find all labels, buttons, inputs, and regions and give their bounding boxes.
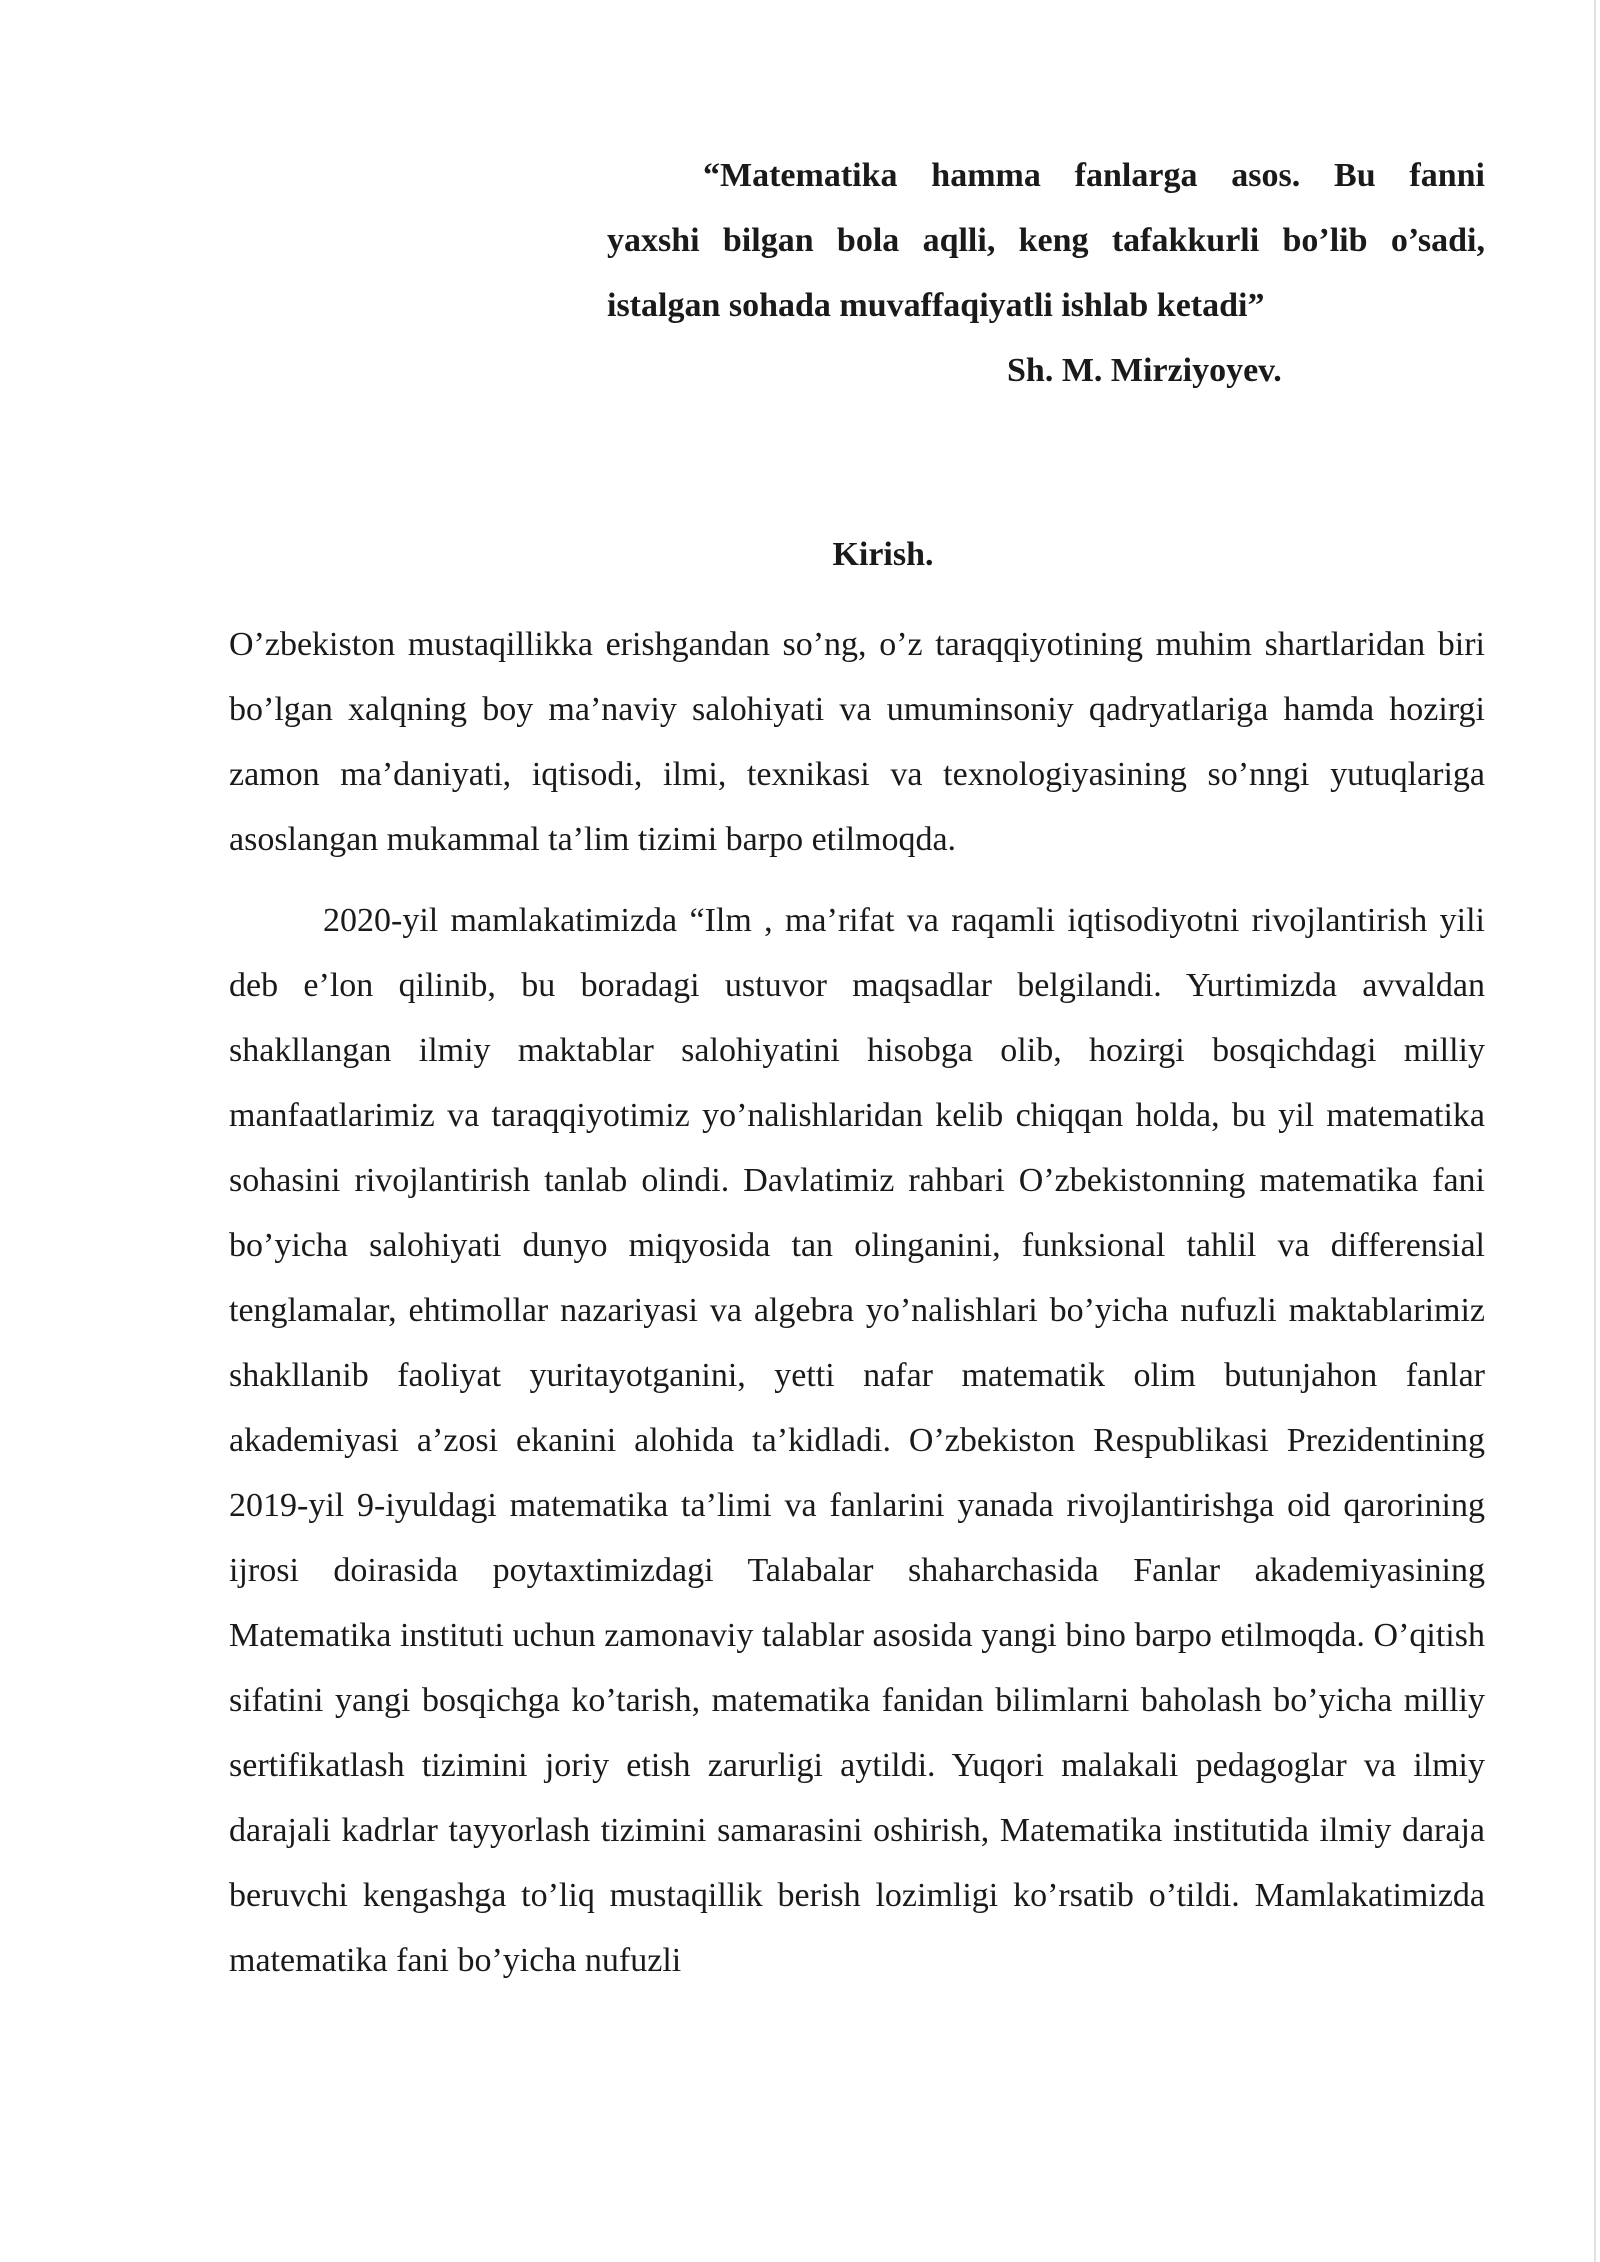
section-heading: Kirish.	[832, 536, 934, 573]
epigraph-quote	[607, 143, 1485, 403]
document-body	[229, 612, 1485, 1993]
paragraph	[229, 888, 1485, 1993]
paragraph-text: 2020-yil mamlakatimizda “Ilm , ma’rifat va raqamli iqtisodiyotni rivojlantirish yili deb e’lon qilinib, bu boradagi ustuvor maqsadlar belgilandi. Yurtimizda avvaldan shakllangan ilmiy maktablar salohiyatini hisobga olib, hozirgi bosqichdagi milliy manfaatlarimiz va taraqqiyotimiz yo’nalishlaridan kelib chiqqan holda, bu yil matematika sohasini rivojlantirish tanlab olindi. Davlatimiz rahbari O’zbekistonning matematika fani bo’yicha salohiyati dunyo miqyosida tan olinganini, funksional tahlil va differensial tenglamalar, ehtimollar nazariyasi va algebra yo’nalishlari bo’yicha nufuzli maktablarimiz shakllanib faoliyat yuritayotganini, yetti nafar matematik olim butunjahon fanlar akademiyasi a’zosi ekanini alohida ta’kidladi. O’zbekiston Respublikasi Prezidentining 2019-yil 9-iyuldagi matematika ta’limi va fanlarini yanada rivojlantirishga oid qarorining ijrosi doirasida poytaxtimizdagi Talabalar shaharchasida Fanlar akademiyasining Matematika instituti uchun zamonaviy talablar asosida yangi bino barpo etilmoqda. O’qitish sifatini yangi bosqichga ko’tarish, matematika fanidan bilimlarni baholash bo’yicha milliy sertifikatlash tizimini joriy etish zarurligi aytildi. Yuqori malakali pedagoglar va ilmiy darajali kadrlar tayyorlash tizimini samarasini oshirish, Matematika institutida ilmiy daraja beruvchi kengashga to’liq mustaqillik berish lozimligi ko’rsatib o’tildi.	[229, 902, 1485, 1914]
paragraph-last-line: Mamlakatimizda matematika fani bo’yicha nufuzli	[229, 1877, 1486, 1979]
epigraph-line: istalgan sohada muvaffaqiyatli ishlab ketadi”	[607, 287, 1265, 324]
epigraph-author: Sh. M. Mirziyoyev.	[1007, 352, 1282, 389]
page-edge	[1594, 0, 1596, 2262]
epigraph-line: yaxshi bilgan bola aqlli, keng tafakkurli bo’lib o’sadi,	[607, 222, 1485, 259]
epigraph-line: “Matematika hamma fanlarga asos. Bu fanni	[703, 157, 1485, 194]
paragraph: O’zbekiston mustaqillikka erishgandan so’ng, o’z taraqqiyotining muhim shartlaridan biri bo’lgan xalqning boy ma’naviy salohiyati va umuminsoniy qadryatlariga hamda hozirgi zamon ma’daniyati, iqtisodi, ilmi, texnikasi va texnologiyasining so’nngi yutuqlariga asoslangan mukammal ta’lim tizimi barpo etilmoqda.	[229, 626, 1485, 858]
